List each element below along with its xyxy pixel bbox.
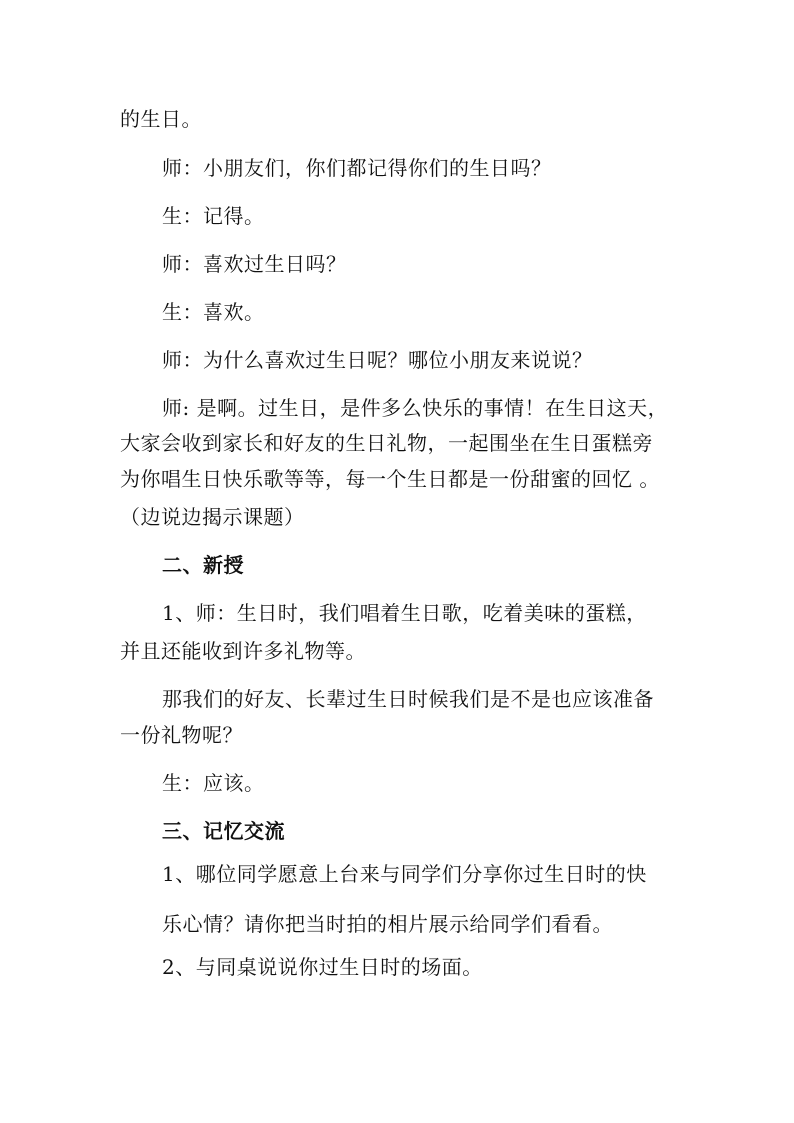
text-line: 生：应该。	[162, 771, 265, 795]
text-line: 2、与同桌说说你过生日时的场面。	[162, 955, 483, 979]
text-line: 1、哪位同学愿意上台来与同学们分享你过生日时的快	[162, 862, 647, 886]
text-line: 为你唱生日快乐歌等等，每一个生日都是一份甜蜜的回忆 。	[120, 467, 660, 491]
text-line: 师：喜欢过生日吗？	[162, 252, 347, 276]
text-line: 师：为什么喜欢过生日呢？哪位小朋友来说说？	[162, 348, 593, 372]
section-heading: 三、记忆交流	[162, 819, 285, 843]
text-line: 生：喜欢。	[162, 300, 265, 324]
text-line: 师: 是啊。过生日，是件多么快乐的事情！在生日这天，	[162, 396, 669, 420]
text-line: 大家会收到家长和好友的生日礼物，一起围坐在生日蛋糕旁	[120, 431, 653, 455]
section-heading: 二、新授	[162, 553, 244, 577]
text-line: 的生日。	[120, 107, 202, 131]
text-line: （边说边揭示课题）	[120, 505, 305, 529]
text-line: 一份礼物呢？	[120, 723, 243, 747]
text-line: 1、师：生日时，我们唱着生日歌，吃着美味的蛋糕，	[162, 601, 647, 625]
text-line: 乐心情？请你把当时拍的相片展示给同学们看看。	[162, 912, 613, 936]
text-line: 那我们的好友、长辈过生日时候我们是不是也应该准备	[162, 687, 654, 711]
text-line: 师：小朋友们，你们都记得你们的生日吗？	[162, 156, 552, 180]
text-line: 并且还能收到许多礼物等。	[120, 639, 366, 663]
text-line: 生：记得。	[162, 204, 265, 228]
